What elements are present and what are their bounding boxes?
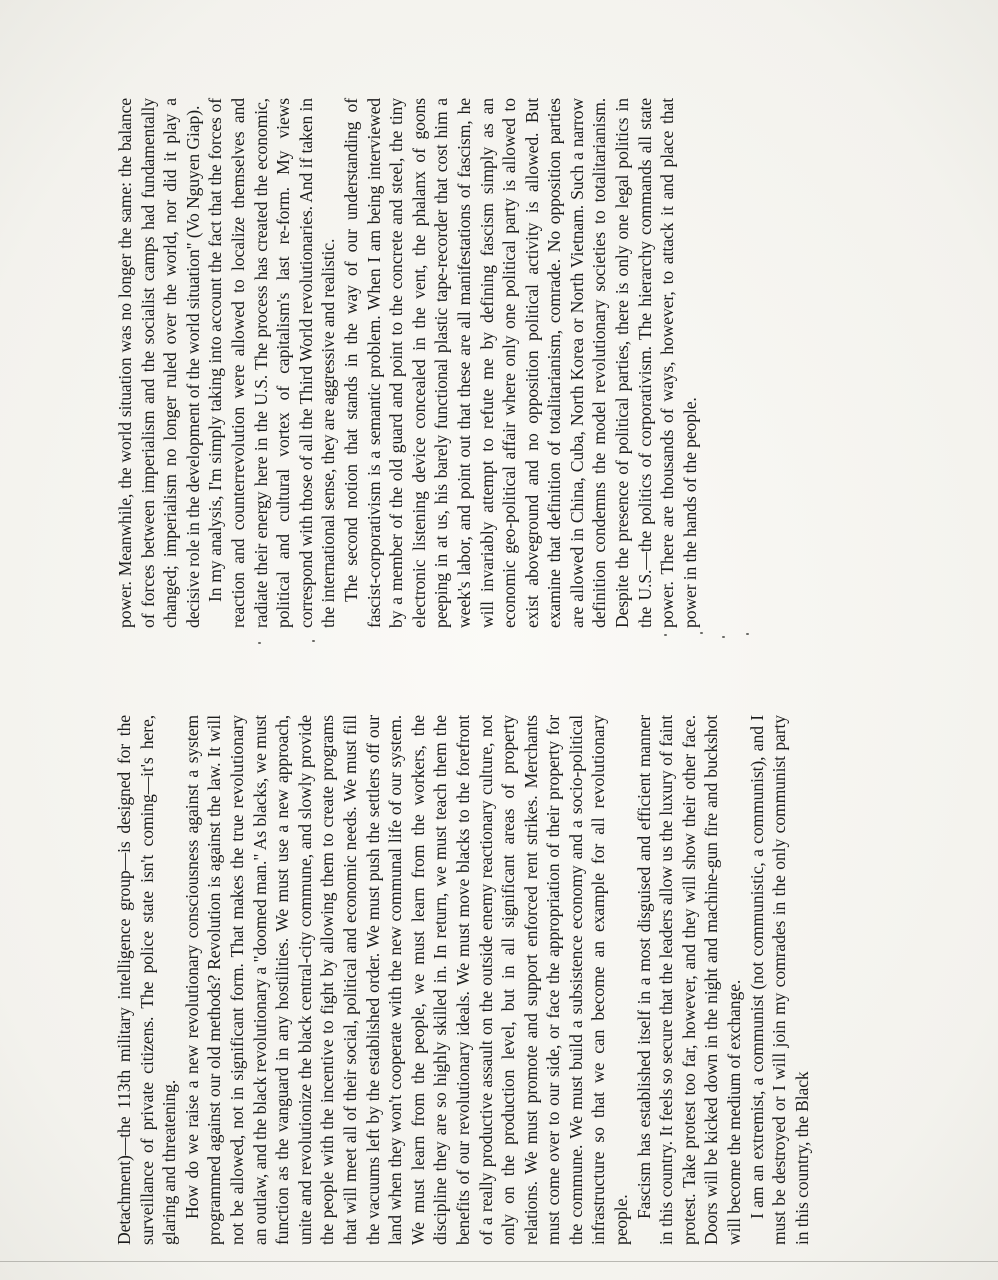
page-edge-line (0, 1261, 998, 1262)
scan-speck (664, 634, 667, 636)
scan-speck (746, 633, 749, 635)
paragraph: In my analysis, I'm simply taking into account the fact that the forces of reaction and counterrevolution were allowed to localize themselves and radiate their energy here in the U.S. The process has created the economic, political and cultural vortex of capitalism's last re-form. My views correspond with those of all the Third World revolutionaries. And if taken in the international sense, they are aggressive and realistic. (205, 98, 339, 628)
scan-speck (312, 640, 315, 642)
paragraph: How do we raise a new revolutionary consciousness against a system programmed against our old methods? Revolution is against the law. It will not be allowed, not in significant form. That makes the true revolutionary an outlaw, and the black revolutionary a "doomed man." As blacks, we must function as the vanguard in any hostilities. We must use a new approach, unite and revolutionize the black central-city commune, and slowly provide the people with the incentive to fight by allowing them to create programs that will meet all of their social, political and economic needs. We must fill the vacuums left by the established order. We must push the settlers off our land when they won't cooperate with the new communal life of our system. We must learn from the people, we must learn from the workers, the discipline they are so highly skilled in. In return, we must teach them the benefits of our revolutionary ideals. We must move blacks to the forefront of a really productive assault on the outside enemy reactionary culture, not only on the production level, but in all significant areas of property relations. We must promote and support enforced rent strikes. Merchants must come over to our side, or face the appropriation of their property for the commune. We must build a subsistence economy and a socio-political infrastructure so that we can become an example for all revolutionary people. (181, 715, 632, 1245)
right-text-column (114, 98, 701, 628)
scan-speck (722, 636, 725, 638)
scan-speck (700, 632, 703, 634)
paragraph: I am an extremist, a communist (not communistic, a communist), and I must be destroyed or I will join my comrades in the only communist party in this country, the Black (746, 715, 812, 1245)
paragraph: Detachment)—the 113th military intelligence group—is designed for the surveillance of private citizens. The police state isn't coming—it's here, glaring and threatening. (114, 715, 180, 1245)
paragraph: The second notion that stands in the way of our understanding of fascist-corporativism is a semantic problem. When I am being interviewed by a member of the old guard and point to the concrete and steel, the tiny electronic listening device concealed in the vent, the phalanx of goons peeping in at us, his barely functional plastic tape-recorder that cost him a week's labor, and point out that these are all manifestations of fascism, he will invariably attempt to refute me by defining fascism simply as an economic geo-political affair where only one political party is allowed to exist aboveground and no opposition political activity is allowed. But examine that definition of totalitarianism, comrade. No opposition parties are allowed in China, Cuba, North Korea or North Vietnam. Such a narrow definition condemns the model revolutionary societies to totalitarianism. Despite the presence of political parties, there is only one legal politics in the U.S.—the politics of corporativism. The hierarchy commands all state power. There are thousands of ways, however, to attack it and place that power in the hands of the people. (340, 98, 700, 628)
paragraph: power. Meanwhile, the world situation was no longer the same: the balance of forces between imperialism and the socialist camps had fundamentally changed; imperialism no longer ruled over the world, nor did it play a decisive role in the development of the world situation" (Vo Nguyen Giap). (115, 98, 203, 628)
paragraph: Fascism has established itself in a most disguised and efficient manner in this country. It feels so secure that the leaders allow us the luxury of faint protest. Take protest too far, however, and they will show their other face. Doors will be kicked down in the night and machine-gun fire and buckshot will become the medium of exchange. (633, 715, 745, 1245)
scan-speck (258, 642, 261, 644)
left-text-column (113, 715, 813, 1245)
